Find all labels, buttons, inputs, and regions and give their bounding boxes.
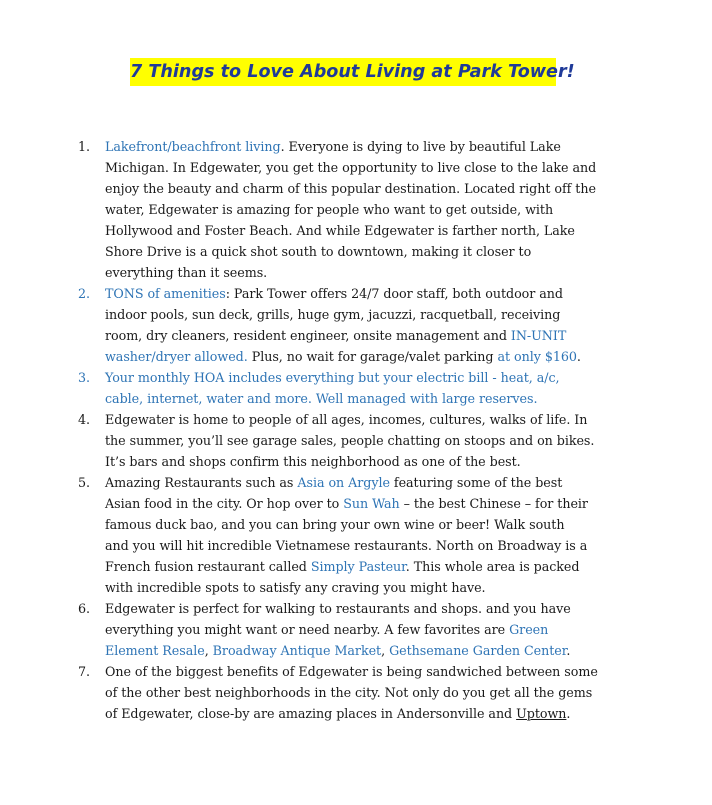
body-text: , [381, 643, 390, 658]
list-item-line [105, 178, 638, 199]
list-item-line [105, 514, 638, 535]
list-item-line [105, 430, 638, 451]
list-item-number: 2. [78, 286, 91, 301]
highlighted-text: cable, internet, water and more. Well managed with large reserves. [105, 391, 538, 406]
list-item-line [105, 304, 638, 325]
highlighted-text: Broadway Antique Market [212, 643, 382, 658]
highlighted-text: Your monthly HOA includes everything but your electric bill - heat, a/c, [105, 370, 560, 385]
body-text: : Park Tower offers 24/7 door staff, both outdoor and [225, 286, 563, 301]
highlighted-text: at only $160 [497, 349, 577, 364]
body-text: indoor pools, sun deck, grills, huge gym, jacuzzi, racquetball, receiving [105, 307, 561, 322]
body-text: . [566, 643, 571, 658]
body-text: Edgewater is home to people of all ages, incomes, cultures, walks of life. In [105, 412, 588, 427]
body-text: water, Edgewater is amazing for people who want to get outside, with [105, 202, 554, 217]
body-text: It’s bars and shops confirm this neighborhood as one of the best. [105, 454, 521, 469]
body-text: room, dry cleaners, resident engineer, onsite management and [105, 328, 511, 343]
list-item-line [105, 388, 638, 409]
body-text: featuring some of the best [389, 475, 563, 490]
body-text: the summer, you’ll see garage sales, people chatting on stoops and on bikes. [105, 433, 595, 448]
body-text: enjoy the beauty and charm of this popular destination. Located right off the [105, 181, 596, 196]
list-item-line [105, 136, 638, 157]
body-text: . [566, 706, 571, 721]
body-text: – the best Chinese – for their [399, 496, 588, 511]
list-item-line [105, 199, 638, 220]
body-text: . [576, 349, 581, 364]
list-item [78, 472, 638, 598]
underlined-text: Uptown [516, 706, 567, 721]
highlighted-text: Simply Pasteur [310, 559, 406, 574]
list-item-line [105, 577, 638, 598]
list-item-line [105, 703, 638, 724]
highlighted-text: Green [509, 622, 549, 637]
highlighted-text: IN-UNIT [510, 328, 567, 343]
list-item [78, 598, 638, 661]
body-text: Amazing Restaurants such as [105, 475, 298, 490]
list-item-number: 1. [78, 139, 91, 154]
body-text: of the other best neighborhoods in the city. Not only do you get all the gems [105, 685, 593, 700]
body-text: Michigan. In Edgewater, you get the opportunity to live close to the lake and [105, 160, 597, 175]
list-item-line [105, 367, 638, 388]
list-item [78, 661, 638, 724]
list-item [78, 283, 638, 367]
list-item-number: 3. [78, 370, 91, 385]
body-text: of Edgewater, close-by are amazing places in Andersonville and [105, 706, 517, 721]
highlighted-text: washer/dryer allowed. [105, 349, 248, 364]
list-item-line [105, 346, 638, 367]
list-item-line [105, 619, 638, 640]
list-item-line [105, 682, 638, 703]
list-item-line [105, 283, 638, 304]
list-item [78, 136, 638, 283]
body-text: Hollywood and Foster Beach. And while Edgewater is farther north, Lake [105, 223, 575, 238]
list-item-line [105, 241, 638, 262]
list-item-line [105, 451, 638, 472]
highlighted-text: TONS of amenities [105, 286, 226, 301]
list-item-line [105, 157, 638, 178]
highlighted-text: Sun Wah [343, 496, 400, 511]
body-text: everything than it seems. [105, 265, 268, 280]
highlighted-text: Lakefront/beachfront living [105, 139, 281, 154]
list-item-number: 5. [78, 475, 91, 490]
body-text: Plus, no wait for garage/valet parking [247, 349, 498, 364]
body-text: , [204, 643, 213, 658]
list-item-line [105, 535, 638, 556]
things-to-love-list [78, 136, 638, 724]
highlighted-text: Asia on Argyle [297, 475, 390, 490]
list-item [78, 367, 638, 409]
document-title: 7 Things to Love About Living at Park Tower! [130, 58, 556, 86]
body-text: . This whole area is packed [405, 559, 580, 574]
highlighted-text: Gethsemane Garden Center [389, 643, 567, 658]
list-item-number: 4. [78, 412, 91, 427]
body-text: Edgewater is perfect for walking to restaurants and shops. and you have [105, 601, 571, 616]
body-text: . Everyone is dying to live by beautiful Lake [280, 139, 561, 154]
list-item-line [105, 598, 638, 619]
list-item-line [105, 262, 638, 283]
list-item-line [105, 640, 638, 661]
body-text: Shore Drive is a quick shot south to downtown, making it closer to [105, 244, 532, 259]
list-item-line [105, 325, 638, 346]
list-item-line [105, 220, 638, 241]
list-item-number: 7. [78, 664, 91, 679]
body-text: and you will hit incredible Vietnamese restaurants. North on Broadway is a [105, 538, 588, 553]
body-text: everything you might want or need nearby. A few favorites are [105, 622, 510, 637]
list-item [78, 409, 638, 472]
list-item-line [105, 556, 638, 577]
highlighted-text: Element Resale [105, 643, 205, 658]
body-text: One of the biggest benefits of Edgewater is being sandwiched between some [105, 664, 598, 679]
body-text: famous duck bao, and you can bring your own wine or beer! Walk south [105, 517, 565, 532]
list-item-line [105, 661, 638, 682]
list-item-line [105, 472, 638, 493]
list-item-line [105, 493, 638, 514]
body-text: Asian food in the city. Or hop over to [105, 496, 344, 511]
list-item-number: 6. [78, 601, 91, 616]
list-item-line [105, 409, 638, 430]
body-text: with incredible spots to satisfy any craving you might have. [105, 580, 486, 595]
body-text: French fusion restaurant called [105, 559, 311, 574]
